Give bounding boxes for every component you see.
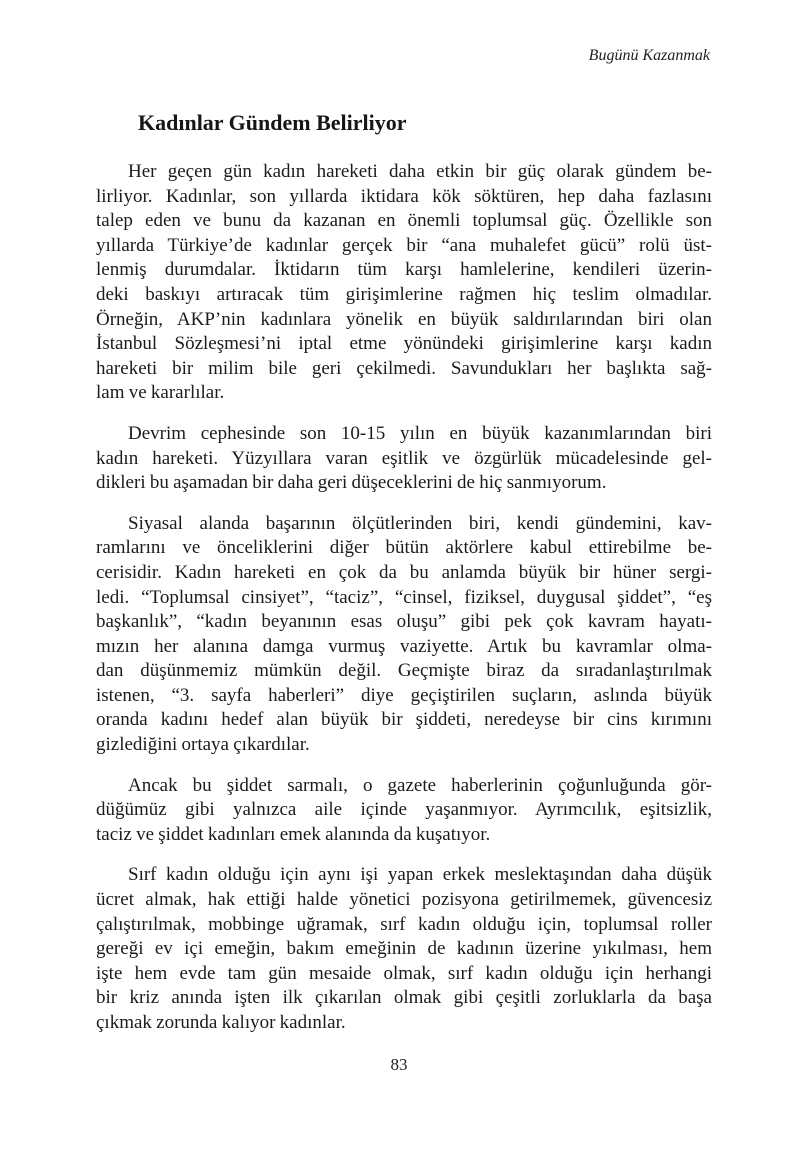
- paragraph-line: Siyasal alanda başarının ölçütlerinden biri, kendi gündemini, kav-: [128, 512, 712, 534]
- paragraph-line: lam ve kararlılar.: [96, 382, 225, 404]
- paragraph-line: Sırf kadın olduğu için aynı işi yapan erkek meslektaşından daha düşük: [128, 864, 712, 886]
- paragraph: [96, 774, 712, 848]
- paragraph-line: istenen, “3. sayfa haberleri” diye geçiştirilen suçların, aslında büyük: [96, 684, 712, 706]
- paragraph-line: Devrim cephesinde son 10-15 yılın en büyük kazanımlarından biri: [128, 422, 712, 444]
- paragraph-line: ücret almak, hak ettiği halde yönetici pozisyona getirilmemek, güvencesiz: [96, 889, 712, 911]
- paragraph-line: talep eden ve bunu da kazanan en önemli toplumsal güç. Özellikle son: [96, 210, 712, 232]
- paragraph-line: İstanbul Sözleşmesi’ni iptal etme yönündeki girişimlerine karşı kadın: [96, 333, 712, 355]
- paragraph: [96, 512, 712, 758]
- paragraph-line: dan düşünmemiz mümkün değil. Geçmişte biraz da sıradanlaştırılmak: [96, 660, 712, 682]
- paragraph-line: gizlediğini ortaya çıkardılar.: [96, 734, 310, 756]
- paragraph-line: gereği ev içi emeğin, bakım emeğinin de kadının üzerine yıkılması, hem: [96, 938, 712, 960]
- page-number: 83: [390, 1054, 408, 1074]
- paragraph-line: oranda kadını hedef alan büyük bir şiddeti, neredeyse bir cins kırımını: [96, 709, 712, 731]
- paragraph-line: cerisidir. Kadın hareketi en çok da bu anlamda büyük bir hüner sergi-: [96, 561, 712, 583]
- section-title: Kadınlar Gündem Belirliyor: [138, 110, 407, 135]
- paragraph-line: düğümüz gibi yalnızca aile içinde yaşanmıyor. Ayrımcılık, eşitsizlik,: [96, 799, 712, 821]
- paragraph: [96, 160, 712, 406]
- paragraph-line: ramlarını ve önceliklerini diğer bütün aktörlere kabul ettirebilme be-: [96, 537, 712, 559]
- body-text: [96, 160, 712, 1036]
- paragraph-line: Ancak bu şiddet sarmalı, o gazete haberlerinin çoğunluğunda gör-: [128, 774, 712, 796]
- paragraph-line: lirliyor. Kadınlar, son yıllarda iktidara kök söktüren, hep daha fazlasını: [96, 185, 712, 207]
- paragraph-line: yıllarda Türkiye’de kadınlar gerçek bir “ana muhalefet gücü” rolü üst-: [96, 234, 712, 256]
- paragraph-line: başkanlık”, “kadın beyanının esas oluşu” gibi pek çok kavram hayatı-: [96, 611, 712, 633]
- paragraph-line: dikleri bu aşamadan bir daha geri düşeceklerini de hiç sanmıyorum.: [96, 472, 607, 494]
- paragraph: [96, 863, 712, 1035]
- paragraph-line: deki baskıyı artıracak tüm girişimlerine rağmen hiç teslim olmadılar.: [96, 283, 712, 305]
- paragraph-line: işte hem evde tam gün mesaide olmak, sırf kadın olduğu için herhangi: [96, 962, 712, 984]
- running-header: Bugünü Kazanmak: [588, 47, 710, 64]
- paragraph-line: bir kriz anında işten ilk çıkarılan olmak gibi çeşitli zorluklarla da başa: [96, 987, 712, 1009]
- paragraph-line: taciz ve şiddet kadınları emek alanında da kuşatıyor.: [96, 823, 491, 845]
- paragraph-line: kadın hareketi. Yüzyıllara varan eşitlik ve özgürlük mücadelesinde gel-: [96, 447, 712, 469]
- paragraph-line: mızın her alanına damga vurmuş vaziyette. Artık bu kavramlar olma-: [96, 635, 712, 657]
- paragraph-line: Her geçen gün kadın hareketi daha etkin bir güç olarak gündem be-: [128, 161, 712, 182]
- paragraph: [96, 422, 712, 496]
- paragraph-line: çalıştırılmak, mobbinge uğramak, sırf kadın olduğu için, toplumsal roller: [96, 913, 712, 935]
- paragraph-line: ledi. “Toplumsal cinsiyet”, “taciz”, “cinsel, fiziksel, duygusal şiddet”, “eş: [96, 586, 712, 608]
- paragraph-line: lenmiş durumdalar. İktidarın tüm karşı hamlelerine, kendileri üzerin-: [96, 259, 712, 281]
- paragraph-line: çıkmak zorunda kalıyor kadınlar.: [96, 1012, 346, 1033]
- paragraph-line: Örneğin, AKP’nin kadınlara yönelik en büyük saldırılarından biri olan: [96, 308, 712, 330]
- paragraph-line: hareketi bir milim bile geri çekilmedi. Savundukları her başlıkta sağ-: [96, 357, 712, 379]
